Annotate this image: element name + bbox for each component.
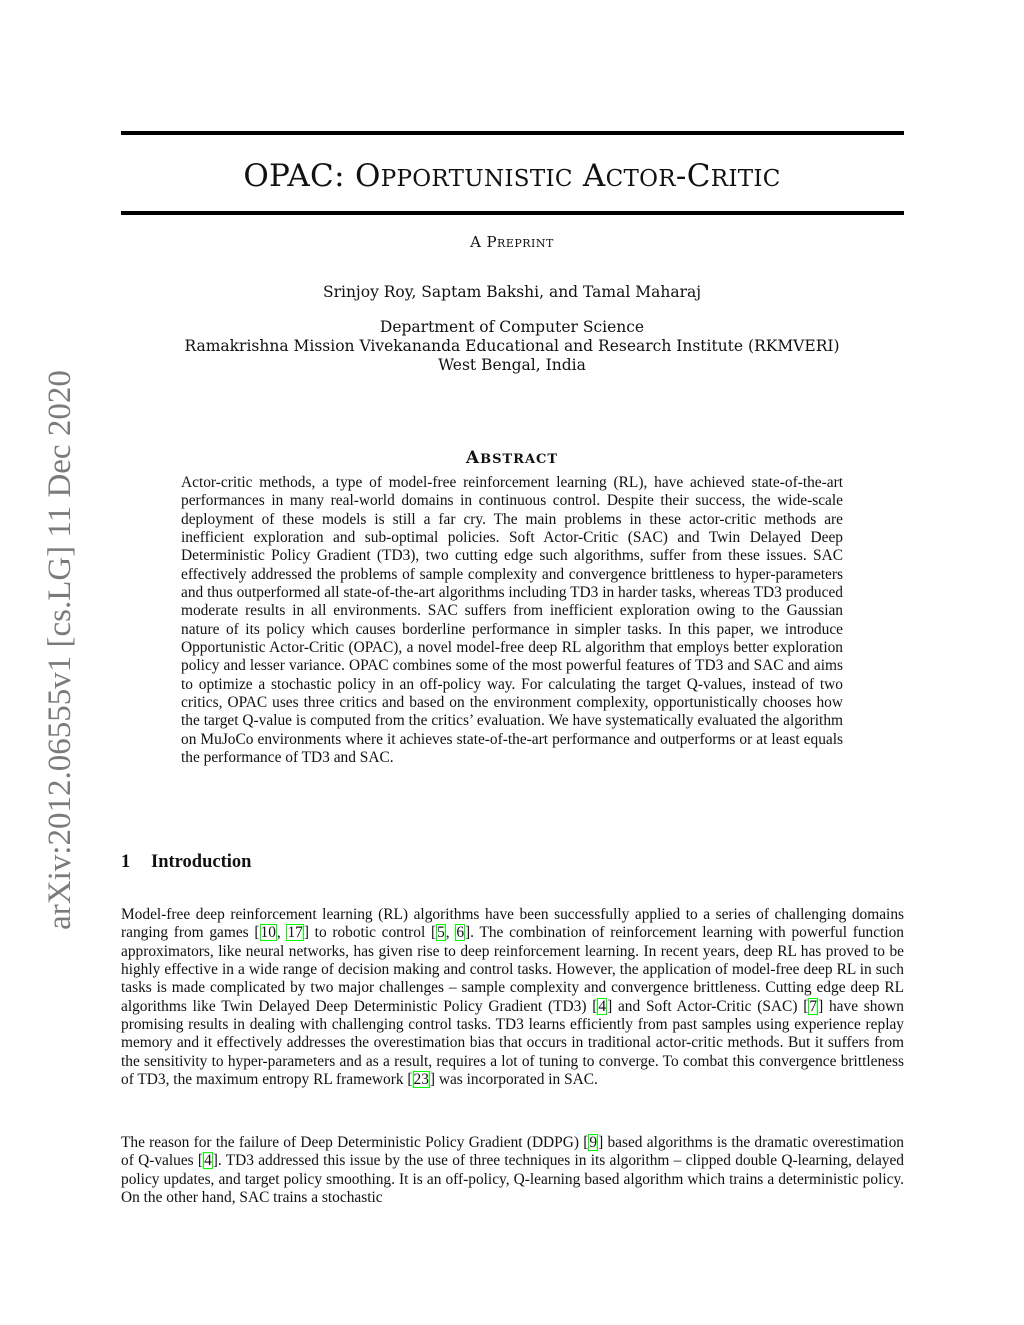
affiliation-line-1: Department of Computer Science xyxy=(379,318,645,336)
citation-link[interactable]: 5 xyxy=(437,924,445,942)
title-rule-bottom xyxy=(121,211,904,215)
title-rule-top xyxy=(121,131,904,135)
citation-link[interactable]: 23 xyxy=(413,1071,429,1089)
affiliation xyxy=(0,318,1024,375)
intro-paragraph-2: The reason for the failure of Deep Deterministic Policy Gradient (DDPG) [9] based algorithms is the dramatic overestimation of Q-values [4]. TD3 addressed this issue by the use of three techniques in its algorithm – clipped double Q-learning, delayed policy updates, and target policy smoothing. It is an off-policy, Q-learning based algorithm which trains a deterministic policy. On the other hand, SAC trains a stochastic xyxy=(121,1134,905,1207)
arxiv-identifier: arXiv:2012.06555v1 [cs.LG] 11 Dec 2020 xyxy=(42,370,78,930)
authors: Srinjoy Roy, Saptam Bakshi, and Tamal Maharaj xyxy=(322,283,702,301)
citation-link[interactable]: 4 xyxy=(598,997,607,1015)
paper-title: OPAC: OPPORTUNISTIC ACTOR-CRITIC xyxy=(243,158,781,194)
citation-link[interactable]: 17 xyxy=(287,924,303,942)
citation-link[interactable]: 7 xyxy=(809,997,818,1015)
citation-link[interactable]: 9 xyxy=(589,1134,598,1151)
section-title: Introduction xyxy=(151,852,252,872)
intro-paragraph-1: Model-free deep reinforcement learning (RL) algorithms have been successfully applied to a series of challenging domains ranging from games [10, 17] to robotic control [5, 6]. The combination of reinforcement learning with powerful function approximators, like neural networks, has given rise to deep reinforcement learning. In recent years, deep RL has proved to be highly effective in a wide range of decision making and control tasks. However, the application of model-free deep RL in such tasks is made complicated by two major challenges – sample complexity and convergence brittleness. Cutting edge deep RL algorithms like Twin Delayed Deep Deterministic Policy Gradient (TD3) [4] and Soft Actor-Critic (SAC) [7] have shown promising results in dealing with challenging control tasks. TD3 learns efficiently from past samples using experience replay memory and it effectively addresses the overestimation bias that occurs in traditional actor-critic methods. But it suffers from the sensitivity to hyper-parameters and as a result, requires a lot of tuning to converge. To combat this convergence brittleness of TD3, the maximum entropy RL framework [23] was incorporated in SAC. xyxy=(121,906,905,1089)
abstract-heading: ABSTRACT xyxy=(465,448,559,468)
citation-link[interactable]: 4 xyxy=(204,1152,212,1170)
affiliation-line-3: West Bengal, India xyxy=(438,356,586,374)
section-heading-introduction xyxy=(121,852,251,873)
affiliation-line-2: Ramakrishna Mission Vivekananda Educational and Research Institute (RKMVERI) xyxy=(184,337,840,355)
preprint-label: A PREPRINT xyxy=(470,233,554,251)
section-number: 1 xyxy=(121,852,131,872)
citation-link[interactable]: 6 xyxy=(456,924,465,942)
citation-link[interactable]: 10 xyxy=(260,924,276,942)
abstract-text: Actor-critic methods, a type of model-free reinforcement learning (RL), have achieved state-of-the-art performances in many real-world domains in continuous control. Despite their success, the wide-scale deployment of these models is still a far cry. The main problems in these actor-critic methods are inefficient exploration and sub-optimal policies. Soft Actor-Critic (SAC) and Twin Delayed Deep Deterministic Policy Gradient (TD3), two cutting edge such algorithms, suffer from these issues. SAC effectively addressed the problems of sample complexity and convergence brittleness to hyper-parameters and thus outperformed all state-of-the-art algorithms including TD3 in harder tasks, whereas TD3 produced moderate results in all environments. SAC suffers from inefficient exploration owing to the Gaussian nature of its policy which causes borderline performance in simpler tasks. In this paper, we introduce Opportunistic Actor-Critic (OPAC), a novel model-free deep RL algorithm that employs better exploration policy and lesser variance. OPAC combines some of the most powerful features of TD3 and SAC and aims to optimize a stochastic policy in an off-policy way. For calculating the target Q-values, instead of two critics, OPAC uses three critics and based on the environment complexity, opportunistically chooses how the target Q-value is computed from the critics’ evaluation. We have systematically evaluated the algorithm on MuJoCo environments where it achieves state-of-the-art performance and outperforms or at least equals the performance of TD3 and SAC. xyxy=(181,474,843,767)
